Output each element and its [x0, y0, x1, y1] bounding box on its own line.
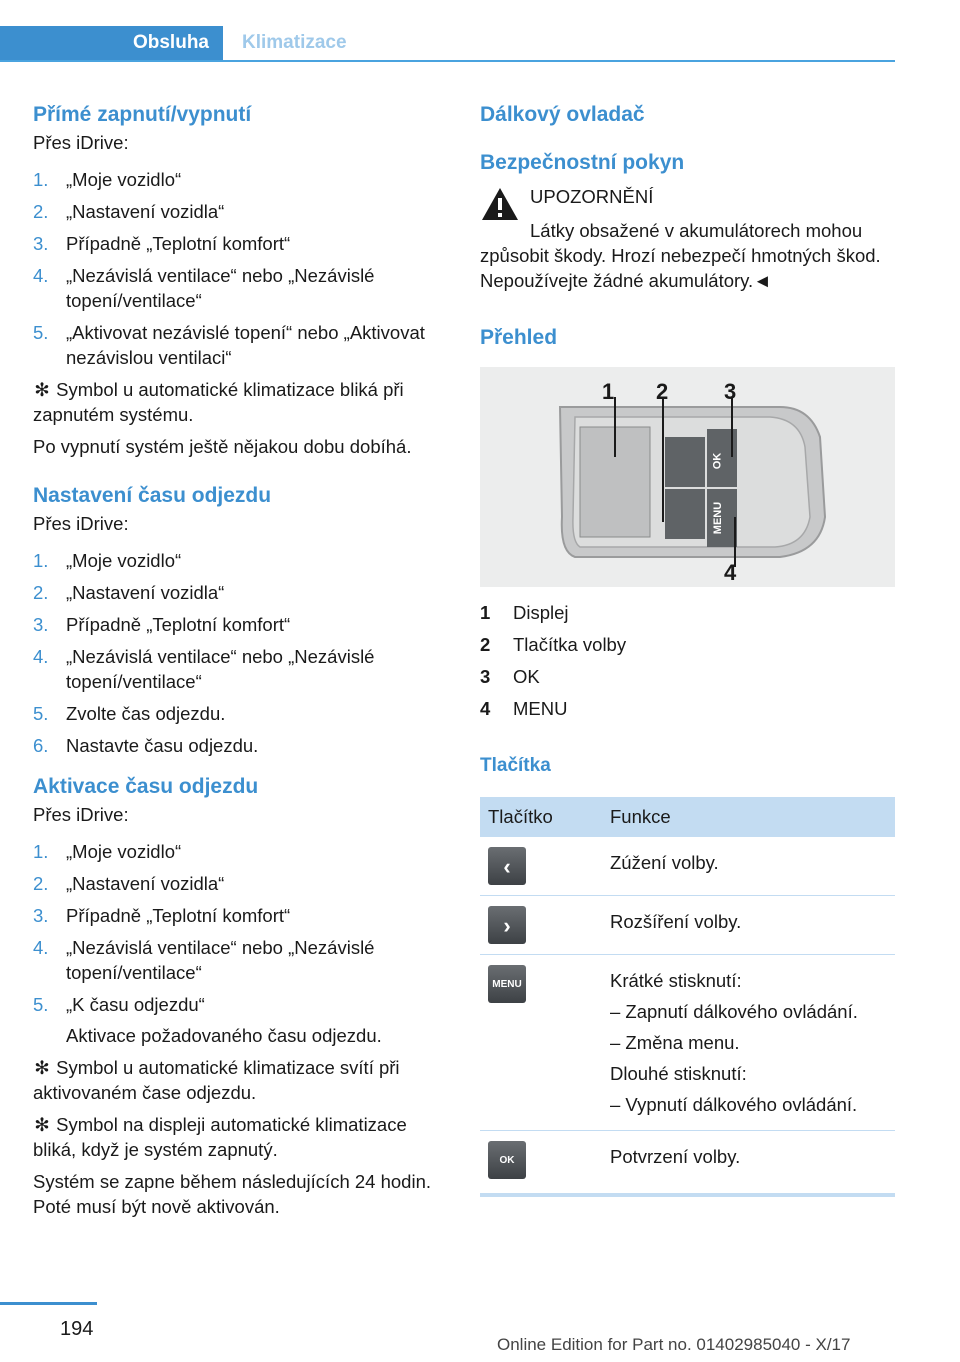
page-number: 194: [60, 1318, 94, 1340]
warning-triangle-icon: [480, 186, 520, 222]
function-text: Potvrzení volby.: [602, 1131, 895, 1196]
table-row: [480, 837, 895, 896]
steps-list-3: [33, 839, 443, 1048]
header-tabs: [0, 26, 895, 62]
legend-row: 1 Displej: [480, 602, 569, 623]
legend-row: 2 Tlačítka volby: [480, 634, 627, 655]
tab-klimatizace[interactable]: Klimatizace: [242, 32, 347, 53]
column-header: Tlačítko: [480, 797, 602, 837]
buttons-table: [480, 797, 895, 1197]
fan-icon: ✻: [34, 1114, 50, 1135]
edition-text: Online Edition for Part no. 01402985040 - X/17: [497, 1335, 851, 1354]
ok-key-label: OK: [711, 452, 724, 470]
note-display-blink: ✻ Symbol na displeji automatické klimatizace bliká, když je systém zapnutý.: [33, 1114, 407, 1160]
steps-list-1: [33, 167, 443, 370]
note-symbol-blink: ✻ Symbol u automatické klimatizace bliká při zapnutém systému.: [33, 379, 404, 425]
note-24h: Systém se zapne během následujících 24 hodin. Poté musí být nově aktivován.: [33, 1171, 431, 1217]
list-item: 1. „Moje vozidlo“: [33, 169, 182, 190]
function-text: Rozšíření volby.: [602, 896, 895, 955]
callout-2: 2: [656, 379, 669, 404]
right-column: [480, 100, 895, 1197]
legend-row: 3 OK: [480, 666, 540, 687]
table-row: [480, 896, 895, 955]
note-runs-on: Po vypnutí systém ještě nějakou dobu dobíhá.: [33, 436, 412, 457]
list-item: 6. Nastavte času odjezdu.: [33, 735, 259, 756]
buttons-title: Tlačítka: [480, 755, 551, 776]
list-item: 3. Případně „Teplotní komfort“: [33, 233, 291, 254]
warning-text: Látky obsažené v akumulátorech mohou způsobit škody. Hrozí nebezpečí hmotných škod. Nepoužívejte žádné akumulátory.◄: [480, 220, 881, 291]
function-text: Krátké stisknutí: – Zapnutí dálkového ovládání. – Změna menu. Dlouhé stisknutí: – Vypnutí dálkového ovládání.: [602, 955, 895, 1131]
steps-list-2: [33, 548, 443, 758]
list-item: 1. „Moje vozidlo“: [33, 550, 182, 571]
idrive-intro: Přes iDrive:: [33, 132, 129, 153]
list-item: 4. „Nezávislá ventilace“ nebo „Nezávislé topení/ventilace“: [33, 265, 375, 311]
list-item: 5. „K času odjezdu“ Aktivace požadovaného času odjezdu.: [33, 994, 382, 1046]
overview-title: Přehled: [480, 326, 558, 349]
ok-button-icon: OK: [488, 1141, 526, 1179]
left-column: [33, 100, 443, 1219]
menu-key-label: MENU: [712, 501, 725, 535]
callout-1: 1: [602, 379, 615, 404]
fan-icon: ✻: [34, 379, 50, 400]
chevron-right-icon: ›: [488, 906, 526, 944]
list-item: 2. „Nastavení vozidla“: [33, 582, 225, 603]
legend: [480, 597, 895, 725]
legend-row: 4 MENU: [480, 698, 568, 719]
function-text: Zúžení volby.: [602, 837, 895, 896]
warning-label: UPOZORNĚNÍ: [530, 186, 654, 207]
callout-4: 4: [724, 560, 737, 585]
callout-3: 3: [724, 379, 737, 404]
warning-block: [480, 184, 895, 209]
list-item: 4. „Nezávislá ventilace“ nebo „Nezávislé topení/ventilace“: [33, 646, 375, 692]
list-item: 3. Případně „Teplotní komfort“: [33, 905, 291, 926]
list-item: 2. „Nastavení vozidla“: [33, 873, 225, 894]
list-item: 5. Zvolte čas odjezdu.: [33, 703, 226, 724]
table-header-row: [480, 797, 895, 837]
section-activate-departure-title: Aktivace času odjezdu: [33, 775, 259, 798]
remote-key-illustration: [480, 367, 895, 587]
remote-image: [480, 367, 895, 587]
list-item: 5. „Aktivovat nezávislé topení“ nebo „Aktivovat nezávislou ventilaci“: [33, 322, 425, 368]
menu-button-icon: MENU: [488, 965, 526, 1003]
tab-obsluha[interactable]: Obsluha: [0, 26, 223, 60]
list-item: 4. „Nezávislá ventilace“ nebo „Nezávislé topení/ventilace“: [33, 937, 375, 983]
list-item-sub: Aktivace požadovaného času odjezdu.: [66, 1025, 382, 1046]
note-symbol-lit: ✻ Symbol u automatické klimatizace svítí při aktivovaném čase odjezdu.: [33, 1057, 400, 1103]
list-item: 2. „Nastavení vozidla“: [33, 201, 225, 222]
footer-rule: [0, 1302, 97, 1305]
section-direct-onoff-title: Přímé zapnutí/vypnutí: [33, 103, 252, 126]
fan-icon: ✻: [34, 1057, 50, 1078]
table-row: [480, 955, 895, 1131]
idrive-intro: Přes iDrive:: [33, 804, 129, 825]
safety-title: Bezpečnostní pokyn: [480, 151, 685, 174]
list-item: 1. „Moje vozidlo“: [33, 841, 182, 862]
idrive-intro: Přes iDrive:: [33, 513, 129, 534]
list-item: 3. Případně „Teplotní komfort“: [33, 614, 291, 635]
section-remote-title: Dálkový ovladač: [480, 103, 645, 126]
chevron-left-icon: ‹: [488, 847, 526, 885]
column-header: Funkce: [602, 797, 895, 837]
table-row: [480, 1131, 895, 1196]
section-departure-time-title: Nastavení času odjezdu: [33, 484, 272, 507]
